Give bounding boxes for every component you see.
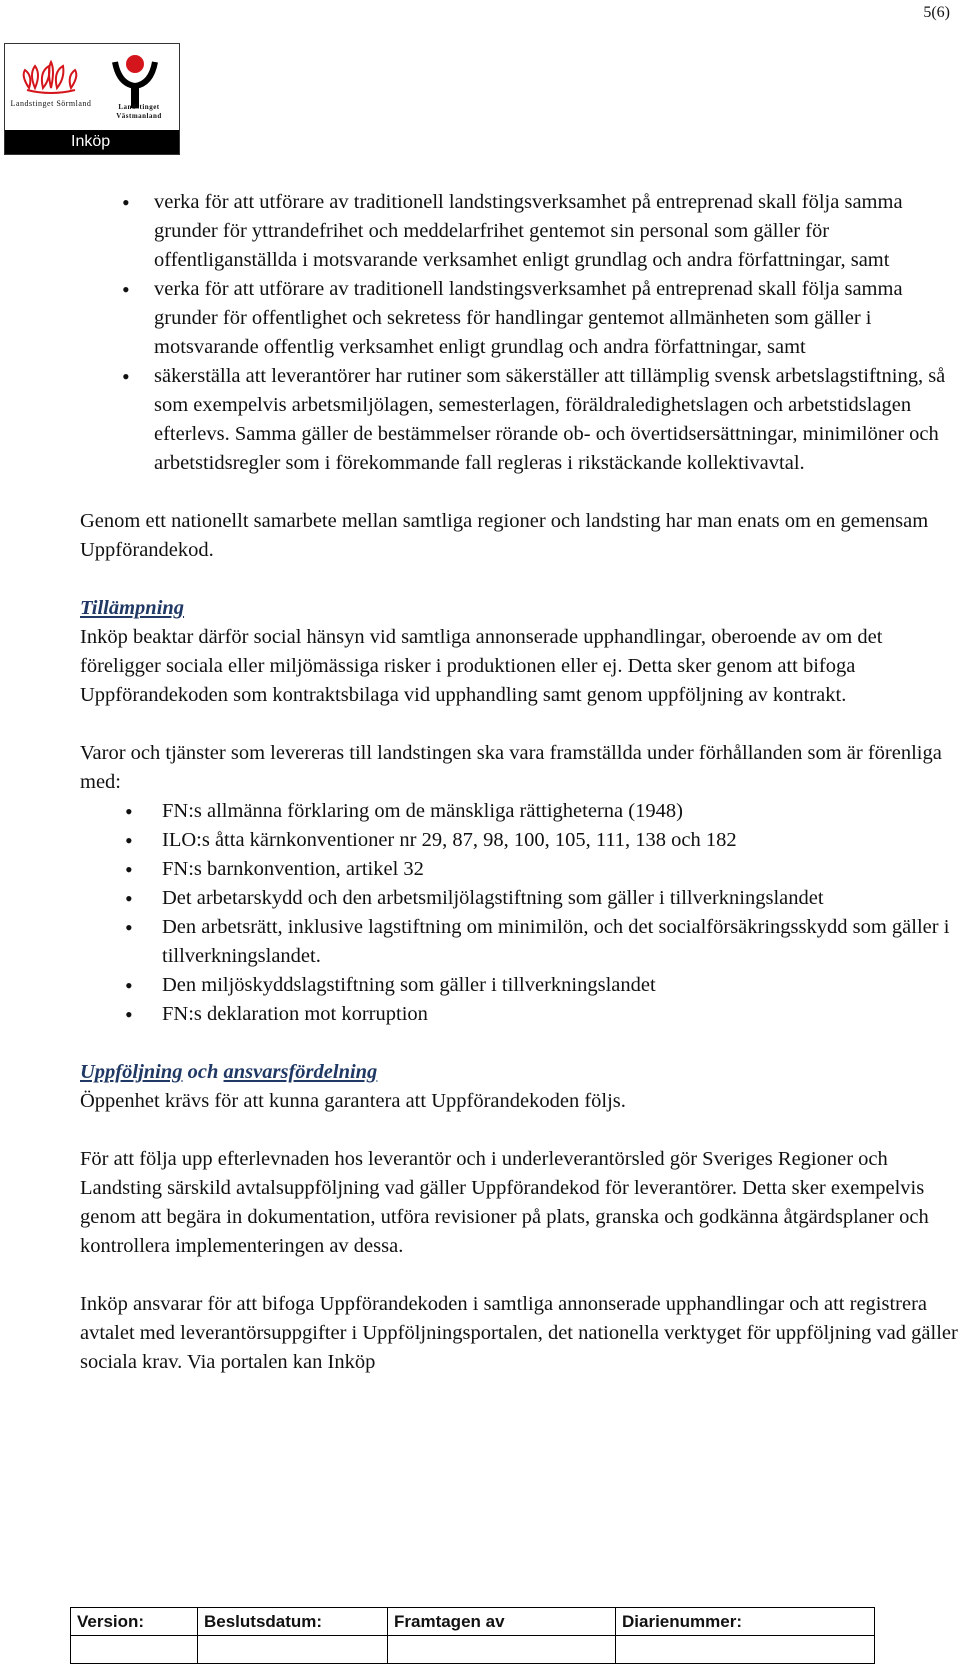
list-item: • ILO:s åtta kärnkonventioner nr 29, 87, 98, 100, 105, 111, 138 och 182 bbox=[80, 826, 960, 855]
footer-framtagen-label: Framtagen av bbox=[388, 1608, 616, 1636]
footer-diarienummer-label: Diarienummer: bbox=[616, 1608, 875, 1636]
logo-right-name: Landstinget Västmanland bbox=[116, 103, 162, 120]
heading-uppfoljning-word1: Uppföljning bbox=[80, 1061, 183, 1083]
footer-version-value bbox=[71, 1636, 198, 1664]
document-body bbox=[80, 188, 960, 1377]
list-item: • FN:s allmänna förklaring om de mänskliga rättigheterna (1948) bbox=[80, 797, 960, 826]
bullet-list-conventions bbox=[80, 797, 960, 1029]
footer-beslutsdatum-value bbox=[198, 1636, 388, 1664]
paragraph-sveriges-regioner: För att följa upp efterlevnaden hos leverantör och i underleverantörsled gör Sveriges Regioner och Landsting särskild avtalsuppföljning vad gäller Uppförandekod för leverantörer. Detta sker exempelvis genom att begära in dokumentation, utföra revisioner på plats, granska och godkänna åtgärdsplaner och kontrollera implementeringen av dessa. bbox=[80, 1148, 929, 1257]
paragraph-varor: Varor och tjänster som levereras till landstingen ska vara framställda under förhållanden som är förenliga med: bbox=[80, 742, 942, 793]
paragraph-national-cooperation: Genom ett nationellt samarbete mellan samtliga regioner och landsting har man enats om en gemensam Uppförandekod. bbox=[80, 510, 929, 561]
footer-beslutsdatum-label: Beslutsdatum: bbox=[198, 1608, 388, 1636]
logo-footer-label: Inköp bbox=[5, 130, 179, 154]
paragraph-inkop-ansvar: Inköp ansvarar för att bifoga Uppförandekoden i samtliga annonserade upphandlingar och att registrera avtalet med leverantörsuppgifter i Uppföljningsportalen, det nationella verktyget för uppföljning vad gäller sociala krav. Via portalen kan Inköp bbox=[80, 1293, 958, 1373]
document-footer-table bbox=[70, 1607, 875, 1664]
footer-version-label: Version: bbox=[71, 1608, 198, 1636]
heading-uppfoljning bbox=[80, 1058, 960, 1087]
footer-framtagen-value bbox=[388, 1636, 616, 1664]
list-item: • verka för att utförare av traditionell landstingsverksamhet på entreprenad skall följa samma grunder för offentlighet och sekretess för handlingar gentemot allmänheten som gäller i motsvarande offentlig verksamhet enligt grundlag och andra författningar, samt bbox=[80, 275, 960, 362]
bullet-list-obligations bbox=[80, 188, 960, 478]
list-item: • verka för att utförare av traditionell landstingsverksamhet på entreprenad skall följa samma grunder för yttrandefrihet och meddelarfrihet gentemot sin personal som gäller för offentliganställda i motsvarande verksamhet enligt grundlag och andra författningar, samt bbox=[80, 188, 960, 275]
heading-uppfoljning-conj: och bbox=[182, 1061, 224, 1083]
heading-uppfoljning-word2: ansvarsfördelning bbox=[223, 1061, 378, 1083]
list-item: • FN:s deklaration mot korruption bbox=[80, 1000, 960, 1029]
logo-left-name: Landstinget Sörmland bbox=[10, 99, 92, 108]
list-item: • säkerställa att leverantörer har rutiner som säkerställer att tillämplig svensk arbetslagstiftning, så som exempelvis arbetsmiljölagen, semesterlagen, föräldraledighetslagen och arbetstidslagen efterlevs. Samma gäller de bestämmelser rörande ob- och övertidsersättningar, minimilöner och arbetstidsregler som i förekommande fall regleras i rikstäckande kollektivavtal. bbox=[80, 362, 960, 478]
page-number: 5(6) bbox=[923, 4, 950, 21]
paragraph-tillampning: Inköp beaktar därför social hänsyn vid samtliga annonserade upphandlingar, oberoende av om det föreligger sociala eller miljömässiga risker i produktionen eller ej. Detta sker genom att bifoga Uppförandekoden som kontraktsbilaga vid upphandling samt genom uppföljning av kontrakt. bbox=[80, 626, 883, 706]
footer-diarienummer-value bbox=[616, 1636, 875, 1664]
organization-logo bbox=[4, 43, 180, 155]
list-item: • Den arbetsrätt, inklusive lagstiftning om minimilön, och det socialförsäkringsskydd som gäller i tillverkningslandet. bbox=[80, 913, 960, 971]
list-item: • FN:s barnkonvention, artikel 32 bbox=[80, 855, 960, 884]
list-item: • Den miljöskyddslagstiftning som gäller i tillverkningslandet bbox=[80, 971, 960, 1000]
list-item: • Det arbetarskydd och den arbetsmiljölagstiftning som gäller i tillverkningslandet bbox=[80, 884, 960, 913]
paragraph-uppfoljning: Öppenhet krävs för att kunna garantera att Uppförandekoden följs. bbox=[80, 1090, 626, 1112]
heading-tillampning: Tillämpning bbox=[80, 597, 185, 619]
